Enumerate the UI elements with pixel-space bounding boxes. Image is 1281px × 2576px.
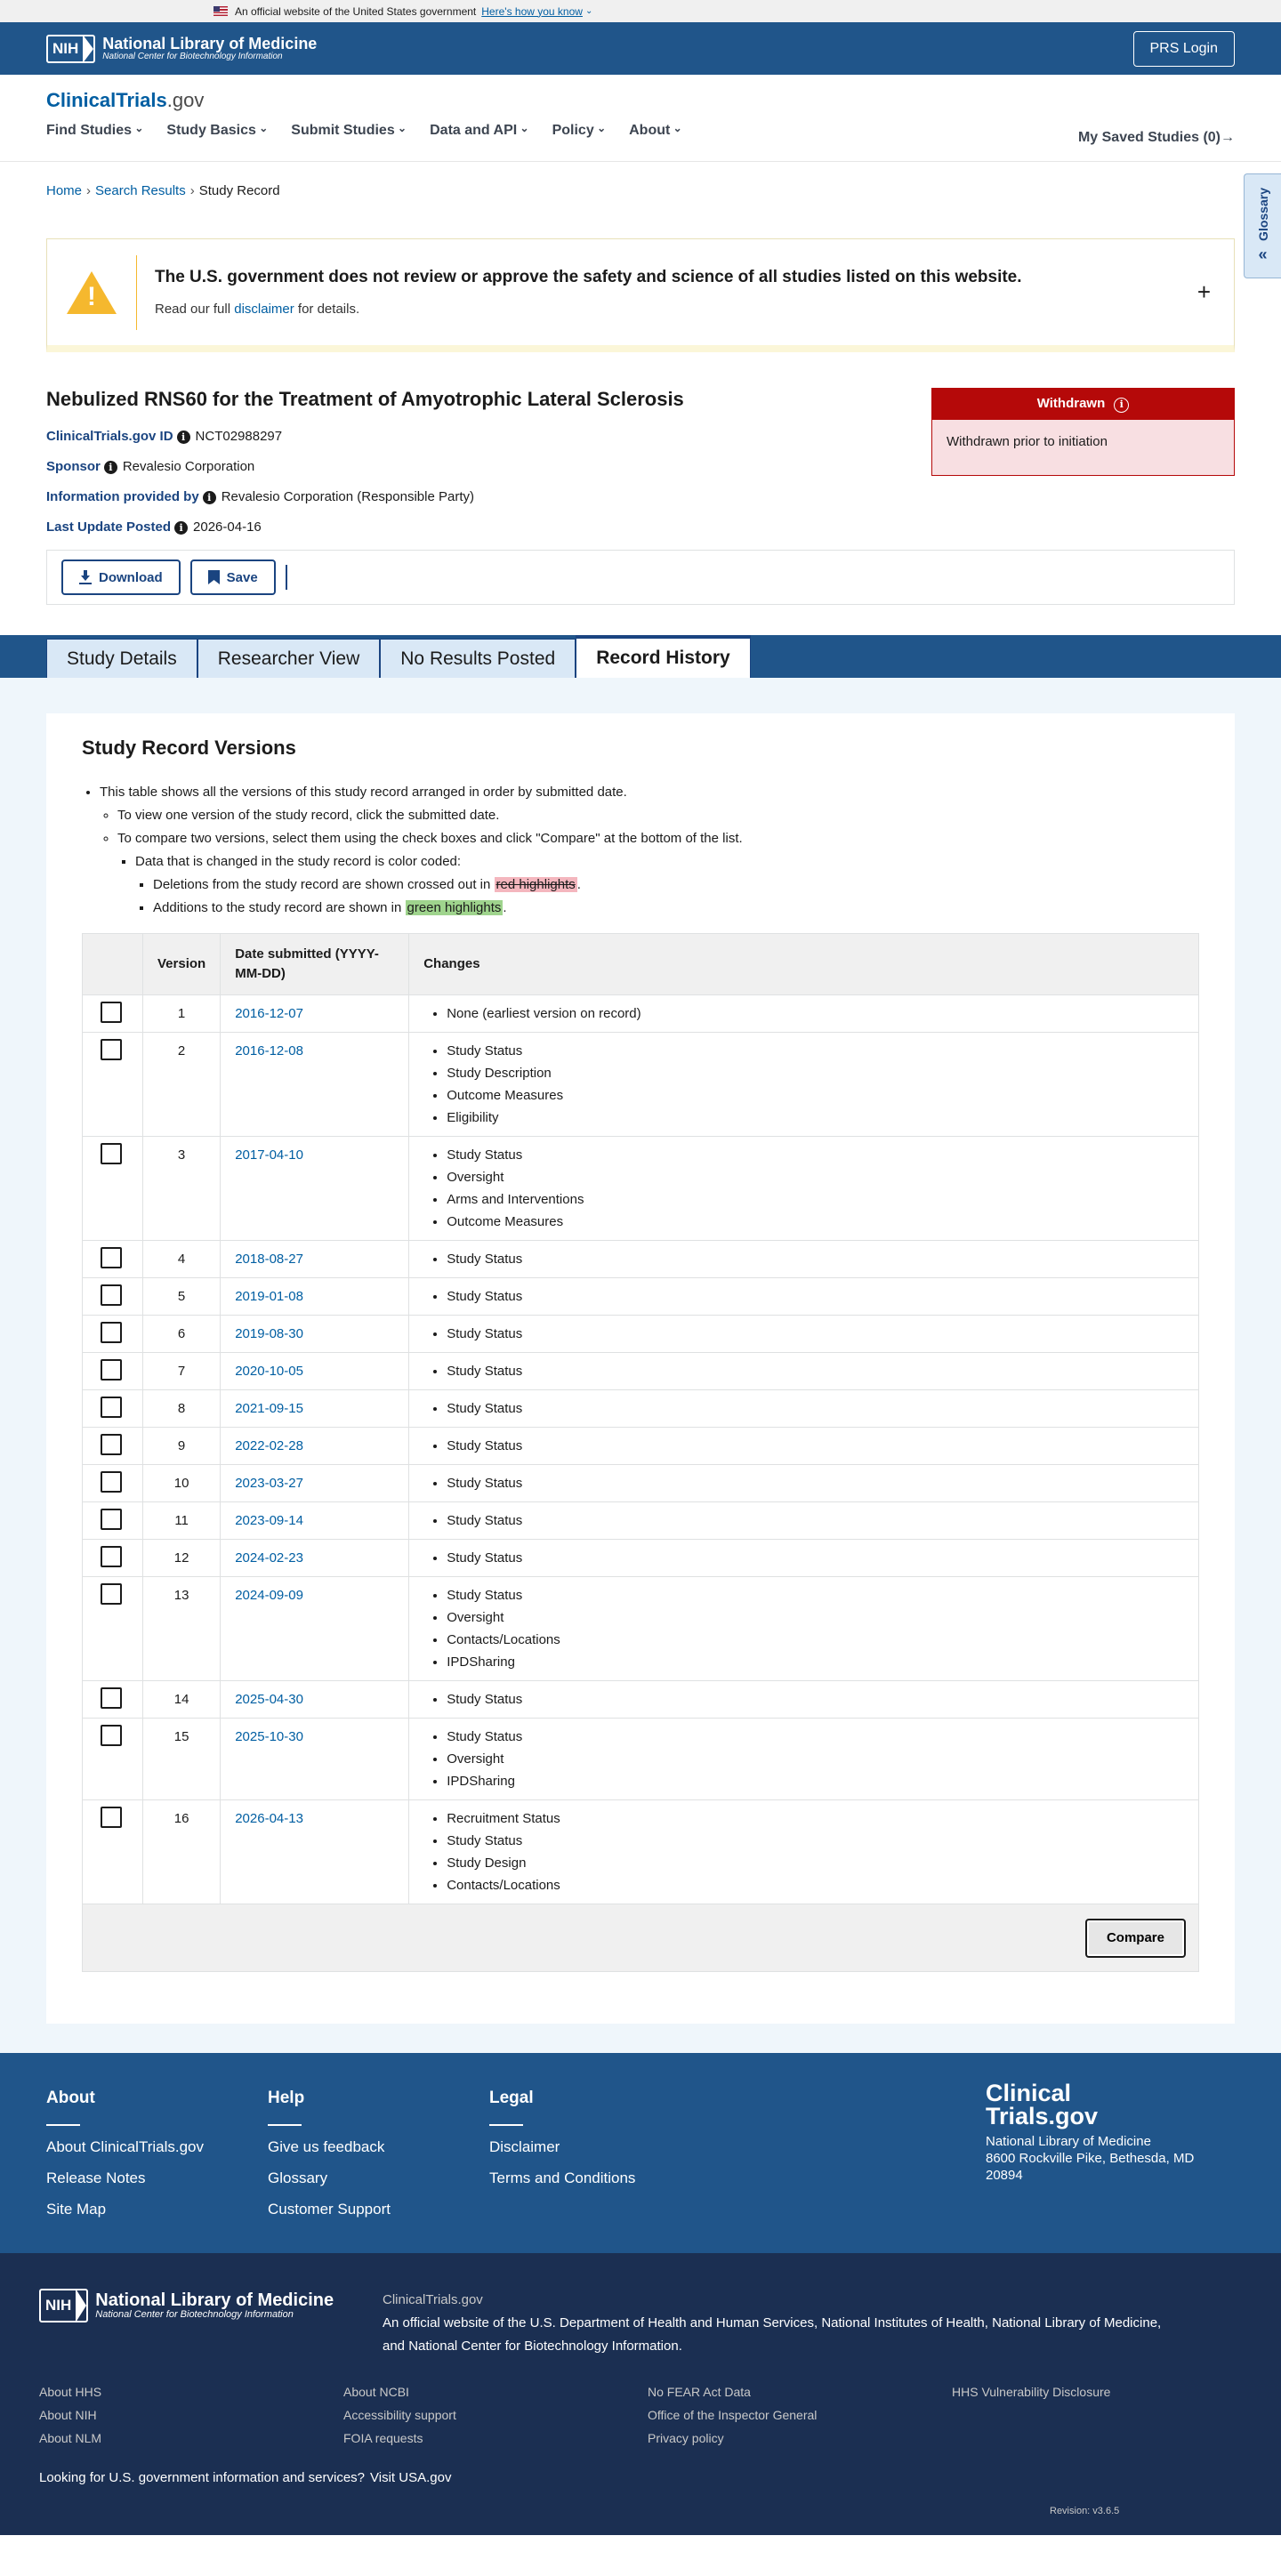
status-detail: Withdrawn prior to initiation (932, 420, 1234, 475)
footer-nlm-title: National Library of Medicine (95, 2290, 334, 2310)
version-date-link[interactable]: 2023-09-14 (235, 1513, 303, 1528)
save-button[interactable] (190, 559, 276, 595)
empty-cell (952, 2408, 1256, 2422)
changes-cell (409, 1316, 1199, 1353)
footer-terms-link[interactable]: Terms and Conditions (489, 2169, 636, 2186)
compare-row (83, 1904, 1199, 1972)
alert-pre: Read our full (155, 302, 231, 317)
changes-cell (409, 1241, 1199, 1278)
changes-cell (409, 1278, 1199, 1316)
select-cell (83, 1353, 143, 1390)
table-row (83, 1353, 1199, 1390)
changes-cell (409, 1800, 1199, 1904)
breadcrumb-current: Study Record (198, 183, 280, 198)
bookmark-icon (208, 570, 220, 584)
footer-support-link[interactable]: Customer Support (268, 2201, 391, 2218)
table-row (83, 1241, 1199, 1278)
version-number: 10 (143, 1465, 221, 1502)
select-cell (83, 1577, 143, 1681)
version-checkbox[interactable] (101, 1471, 122, 1493)
gov-banner-text: An official website of the United States government (235, 4, 477, 18)
nav-find-studies[interactable]: Find Studies ⌄ (46, 123, 143, 139)
last-update-label: Last Update Posted (46, 519, 172, 535)
date-cell (221, 1681, 409, 1719)
change-item: • Study Status (447, 1360, 1184, 1382)
disclaimer-alert (46, 238, 1235, 352)
table-row (83, 1681, 1199, 1719)
save-label: Save (226, 569, 258, 585)
footer-site-name: ClinicalTrials.gov (383, 2292, 483, 2307)
version-checkbox[interactable] (101, 1687, 122, 1709)
study-title: Nebulized RNS60 for the Treatment of Amyotrophic Lateral Sclerosis (46, 388, 684, 410)
tab-no-results-posted[interactable]: No Results Posted (380, 639, 576, 678)
table-row (83, 1719, 1199, 1800)
download-icon (79, 570, 92, 584)
select-cell (83, 1681, 143, 1719)
us-flag-icon (214, 6, 228, 16)
sponsor-value: Revalesio Corporation (122, 459, 255, 474)
nih-badge-text: NIH (52, 39, 79, 57)
chevron-down-icon[interactable]: ⌄ (584, 6, 593, 16)
tab-researcher-view[interactable]: Researcher View (197, 639, 381, 678)
table-row (83, 1800, 1199, 1904)
ct-logo-main: ClinicalTrials (46, 89, 167, 111)
accessibility-link[interactable]: Accessibility support (343, 2408, 456, 2422)
select-cell (83, 1316, 143, 1353)
change-item: • Oversight (447, 1166, 1184, 1188)
version-checkbox[interactable] (101, 1434, 122, 1455)
table-row (83, 1428, 1199, 1465)
change-item: • Study Design (447, 1852, 1184, 1874)
table-row (83, 1540, 1199, 1577)
version-date-link[interactable]: 2016-12-07 (235, 1006, 303, 1021)
date-cell (221, 1390, 409, 1428)
change-item: • Outcome Measures (447, 1211, 1184, 1233)
footer-ncbi-subtitle: National Center for Biotechnology Information (95, 2308, 294, 2320)
ct-logo[interactable] (46, 89, 1235, 112)
about-ncbi-link[interactable]: About NCBI (343, 2385, 409, 2399)
footer-about-heading: About (46, 2089, 95, 2107)
change-item: • Study Status (447, 1472, 1184, 1494)
breadcrumb-home[interactable]: Home (46, 183, 83, 198)
footer-address-line1: National Library of Medicine (986, 2134, 1151, 2149)
version-number: 3 (143, 1137, 221, 1241)
nih-arrow-icon (83, 35, 93, 63)
date-cell (221, 995, 409, 1033)
alert-title: The U.S. government does not review or approve the safety and science of all studies listed on this website. (155, 268, 1022, 286)
sponsor-label: Sponsor (46, 459, 101, 474)
nct-id-value: NCT02988297 (195, 429, 283, 444)
version-date-link[interactable]: 2017-04-10 (235, 1147, 303, 1163)
version-number: 12 (143, 1540, 221, 1577)
nct-id-label: ClinicalTrials.gov ID (46, 429, 173, 444)
hhs-link[interactable]: U.S. Department of Health and Human Services (529, 2315, 814, 2330)
version-date-link[interactable]: 2016-12-08 (235, 1043, 303, 1059)
changes-cell (409, 1033, 1199, 1137)
nav-study-basics[interactable]: Study Basics ⌄ (166, 123, 268, 139)
table-row (83, 1465, 1199, 1502)
date-cell (221, 1353, 409, 1390)
download-button[interactable] (61, 559, 181, 595)
usa-gov-pre: Looking for U.S. government information and services? (39, 2470, 366, 2485)
footer-disclaimer-link[interactable]: Disclaimer (489, 2138, 560, 2155)
site-footer (0, 2053, 1281, 2253)
date-cell (221, 1719, 409, 1800)
info-icon[interactable]: i (1114, 398, 1129, 413)
table-row (83, 1278, 1199, 1316)
version-number: 15 (143, 1719, 221, 1800)
footer-and: and (383, 2339, 406, 2354)
footer-site-map-link[interactable]: Site Map (46, 2201, 107, 2218)
version-number: 14 (143, 1681, 221, 1719)
date-cell (221, 1577, 409, 1681)
agency-footer (0, 2253, 1281, 2535)
version-number: 6 (143, 1316, 221, 1353)
date-column-header: Date submitted (YYYY-MM-DD) (221, 934, 409, 995)
changes-cell (409, 1502, 1199, 1540)
versions-card (46, 713, 1235, 2024)
info-provided-value: Revalesio Corporation (Responsible Party) (221, 489, 474, 504)
footer-brand-line1: Clinical (986, 2080, 1072, 2106)
changes-cell (409, 1540, 1199, 1577)
date-cell (221, 1428, 409, 1465)
version-number: 4 (143, 1241, 221, 1278)
change-item: • Study Status (447, 1509, 1184, 1532)
change-item: • Study Status (447, 1435, 1184, 1457)
date-cell (221, 1540, 409, 1577)
select-column-header (83, 934, 143, 995)
change-item: • Study Status (447, 1248, 1184, 1270)
info-icon[interactable]: i (177, 431, 190, 444)
instruction-item: ▪ Data that is changed in the study record is color coded: (135, 850, 1199, 873)
alert-subtext (155, 302, 1022, 317)
compare-button[interactable]: Compare (1085, 1919, 1186, 1958)
ct-logo-suffix: .gov (166, 89, 205, 111)
change-item: • Study Status (447, 1584, 1184, 1606)
prs-login-button[interactable]: PRS Login (1133, 31, 1236, 67)
alert-post: for details. (297, 302, 360, 317)
select-cell (83, 1719, 143, 1800)
hhs-vulnerability-link[interactable]: HHS Vulnerability Disclosure (952, 2385, 1111, 2399)
version-date-link[interactable]: 2024-02-23 (235, 1550, 303, 1566)
changes-cell (409, 1428, 1199, 1465)
change-item: • Oversight (447, 1748, 1184, 1770)
versions-heading: Study Record Versions (82, 737, 296, 759)
version-checkbox[interactable] (101, 1359, 122, 1381)
version-checkbox[interactable] (101, 1509, 122, 1530)
select-cell (83, 1137, 143, 1241)
change-item: • Study Status (447, 1323, 1184, 1345)
version-checkbox[interactable] (101, 1807, 122, 1828)
version-date-link[interactable]: 2023-03-27 (235, 1476, 303, 1491)
green-highlight-sample: green highlights (407, 900, 502, 915)
nih-arrow-icon (76, 2289, 86, 2322)
nav-data-and-api[interactable]: Data and API ⌄ (430, 123, 528, 139)
nav-about[interactable]: About ⌄ (629, 123, 682, 139)
nih-badge (39, 2289, 88, 2322)
change-item: • Arms and Interventions (447, 1188, 1184, 1211)
study-tabs (0, 635, 1281, 678)
date-cell (221, 1278, 409, 1316)
glossary-toggle[interactable] (1244, 173, 1281, 278)
change-item: • Recruitment Status (447, 1807, 1184, 1830)
version-number: 5 (143, 1278, 221, 1316)
versions-table (82, 933, 1199, 1972)
select-cell (83, 1502, 143, 1540)
date-cell (221, 1465, 409, 1502)
disclaimer-link[interactable]: disclaimer (234, 302, 294, 317)
footer-glossary-link[interactable]: Glossary (268, 2169, 328, 2186)
table-row (83, 1137, 1199, 1241)
version-checkbox[interactable] (101, 1583, 122, 1605)
date-cell (221, 1800, 409, 1904)
footer-desc-pre: An official website of the (383, 2315, 527, 2330)
select-cell (83, 1800, 143, 1904)
about-nih-link[interactable]: About NIH (39, 2408, 97, 2422)
red-highlight-sample: red highlights (495, 877, 576, 892)
change-item: • Contacts/Locations (447, 1629, 1184, 1651)
info-icon[interactable]: i (174, 521, 188, 535)
no-fear-act-link[interactable]: No FEAR Act Data (648, 2385, 751, 2399)
change-item: • Study Status (447, 1285, 1184, 1308)
expand-plus-icon[interactable]: + (1196, 278, 1211, 305)
version-number: 16 (143, 1800, 221, 1904)
version-number: 9 (143, 1428, 221, 1465)
change-item: • None (earliest version on record) (447, 1002, 1184, 1025)
change-item: • Contacts/Locations (447, 1874, 1184, 1896)
info-icon[interactable]: i (203, 491, 216, 504)
select-cell (83, 1390, 143, 1428)
table-row (83, 995, 1199, 1033)
table-row (83, 1577, 1199, 1681)
empty-cell (952, 2431, 1256, 2445)
version-number: 1 (143, 995, 221, 1033)
date-cell (221, 1033, 409, 1137)
footer-about-link[interactable]: About ClinicalTrials.gov (46, 2138, 204, 2155)
change-item: • Study Status (447, 1830, 1184, 1852)
about-hhs-link[interactable]: About HHS (39, 2385, 102, 2399)
main-nav (46, 123, 1235, 139)
date-cell (221, 1137, 409, 1241)
instruction-item: ▪ Deletions from the study record are shown crossed out in red highlights . (153, 873, 1199, 897)
usa-gov-line (39, 2470, 1242, 2485)
change-item: • IPDSharing (447, 1770, 1184, 1792)
recruitment-status-box (931, 388, 1235, 476)
footer-brand (986, 2081, 1217, 2184)
toolbar-divider (286, 565, 287, 590)
version-date-link[interactable]: 2021-09-15 (235, 1401, 303, 1416)
footer-agency-text: ClinicalTrials.gov An official website of the U.S. Department of Health and Human Services, National Institutes of Health, National Library of Medicine, and National Center for Biotechnology Information. (383, 2289, 1219, 2358)
breadcrumb (0, 162, 1281, 208)
change-item: • Eligibility (447, 1107, 1184, 1129)
version-date-link[interactable]: 2019-01-08 (235, 1289, 303, 1304)
nih-badge-text: NIH (45, 2297, 72, 2314)
site-header (0, 75, 1281, 162)
nlm-link[interactable]: National Library of Medicine (992, 2315, 1158, 2330)
versions-table-body (83, 995, 1199, 1904)
select-cell (83, 1465, 143, 1502)
change-item: • Study Status (447, 1397, 1184, 1420)
select-cell (83, 1033, 143, 1137)
instruction-item: ◦ To view one version of the study record, click the submitted date. (117, 804, 1199, 827)
footer-legal-heading: Legal (489, 2089, 534, 2107)
warning-icon: ! (67, 271, 117, 314)
ncbi-link[interactable]: National Center for Biotechnology Information (408, 2339, 679, 2354)
version-checkbox[interactable] (101, 1397, 122, 1418)
changes-cell (409, 995, 1199, 1033)
changes-cell (409, 1577, 1199, 1681)
breadcrumb-separator-icon: › (86, 183, 92, 198)
version-date-link[interactable]: 2026-04-13 (235, 1811, 303, 1826)
changes-cell (409, 1465, 1199, 1502)
nlm-logo[interactable] (46, 35, 317, 63)
revision-label: Revision: v3.6.5 (1050, 2506, 1120, 2516)
privacy-policy-link[interactable]: Privacy policy (648, 2431, 724, 2445)
tab-study-details[interactable]: Study Details (46, 639, 197, 678)
changes-cell (409, 1719, 1199, 1800)
version-date-link[interactable]: 2025-10-30 (235, 1729, 303, 1744)
changes-column-header: Changes (409, 934, 1199, 995)
version-checkbox[interactable] (101, 1247, 122, 1268)
nav-submit-studies[interactable]: Submit Studies ⌄ (291, 123, 407, 139)
table-row (83, 1502, 1199, 1540)
instruction-item: ◦ To compare two versions, select them using the check boxes and click "Compare" at the bottom of the list. (117, 827, 1199, 850)
gov-banner (0, 0, 1281, 22)
version-number: 2 (143, 1033, 221, 1137)
nlm-title: National Library of Medicine (102, 34, 318, 52)
heres-how-you-know-link[interactable]: Here's how you know (481, 4, 583, 18)
footer-address-line2: 8600 Rockville Pike, Bethesda, MD 20894 (986, 2151, 1195, 2183)
version-date-link[interactable]: 2022-02-28 (235, 1438, 303, 1453)
table-row (83, 1033, 1199, 1137)
changes-cell (409, 1137, 1199, 1241)
tab-record-history[interactable]: Record History (576, 635, 751, 678)
changes-cell (409, 1390, 1199, 1428)
footer-help-heading: Help (268, 2089, 305, 2107)
glossary-label: Glossary (1255, 187, 1270, 241)
version-number: 13 (143, 1577, 221, 1681)
footer-release-notes-link[interactable]: Release Notes (46, 2169, 146, 2186)
about-nlm-link[interactable]: About NLM (39, 2431, 102, 2445)
change-item: • Oversight (447, 1606, 1184, 1629)
select-cell (83, 1278, 143, 1316)
table-row (83, 1316, 1199, 1353)
footer-rule (46, 2124, 80, 2126)
change-item: • IPDSharing (447, 1651, 1184, 1673)
nih-header (0, 22, 1281, 75)
change-item: • Study Status (447, 1688, 1184, 1711)
nav-policy[interactable]: Policy ⌄ (552, 123, 607, 139)
version-date-link[interactable]: 2018-08-27 (235, 1252, 303, 1267)
breadcrumb-separator-icon: › (189, 183, 195, 198)
last-update-value: 2026-04-16 (193, 519, 262, 535)
usa-gov-link[interactable]: Visit USA.gov (370, 2470, 452, 2485)
info-icon[interactable]: i (104, 461, 117, 474)
version-checkbox[interactable] (101, 1002, 122, 1023)
version-number: 11 (143, 1502, 221, 1540)
footer-rule (268, 2124, 302, 2126)
changes-cell (409, 1681, 1199, 1719)
change-item: • Outcome Measures (447, 1084, 1184, 1107)
version-date-link[interactable]: 2024-09-09 (235, 1588, 303, 1603)
change-item: • Study Status (447, 1726, 1184, 1748)
nih-link[interactable]: National Institutes of Health (821, 2315, 985, 2330)
chevron-double-left-icon: « (1258, 246, 1268, 264)
my-saved-studies-link[interactable]: My Saved Studies (0)→ (1077, 130, 1235, 145)
footer-help-col (268, 2089, 489, 2253)
version-checkbox[interactable] (101, 1546, 122, 1567)
nih-badge (46, 35, 95, 63)
download-label: Download (99, 569, 163, 585)
instruction-item: ▪ Additions to the study record are shown in green highlights . (153, 897, 1199, 920)
date-cell (221, 1502, 409, 1540)
version-checkbox[interactable] (101, 1322, 122, 1343)
version-checkbox[interactable] (101, 1725, 122, 1746)
study-header (0, 352, 1281, 550)
info-provided-label: Information provided by (46, 489, 199, 504)
version-checkbox[interactable] (101, 1143, 122, 1164)
select-cell (83, 995, 143, 1033)
select-cell (83, 1241, 143, 1278)
footer-agency-links (39, 2385, 1242, 2445)
select-cell (83, 1428, 143, 1465)
footer-rule (489, 2124, 523, 2126)
version-date-link[interactable]: 2025-04-30 (235, 1692, 303, 1707)
footer-brand-line2: Trials.gov (986, 2103, 1099, 2129)
inspector-general-link[interactable]: Office of the Inspector General (648, 2408, 818, 2422)
versions-instructions (82, 781, 1199, 920)
status-label: Withdrawn (1036, 396, 1106, 411)
version-checkbox[interactable] (101, 1284, 122, 1306)
version-number: 8 (143, 1390, 221, 1428)
select-cell (83, 1540, 143, 1577)
foia-link[interactable]: FOIA requests (343, 2431, 423, 2445)
change-item: • Study Status (447, 1144, 1184, 1166)
version-number: 7 (143, 1353, 221, 1390)
compare-cell (83, 1904, 1199, 1972)
additions-text: Additions to the study record are shown in (153, 900, 402, 915)
change-item: • Study Status (447, 1040, 1184, 1062)
version-date-link[interactable]: 2019-08-30 (235, 1326, 303, 1341)
breadcrumb-search-results[interactable]: Search Results (95, 183, 186, 198)
version-checkbox[interactable] (101, 1039, 122, 1060)
date-cell (221, 1241, 409, 1278)
table-row (83, 1390, 1199, 1428)
study-toolbar (46, 550, 1235, 605)
date-cell (221, 1316, 409, 1353)
footer-about-col (46, 2089, 268, 2253)
footer-nlm-logo[interactable] (39, 2289, 383, 2358)
change-item: • Study Status (447, 1547, 1184, 1569)
deletions-text: Deletions from the study record are shown crossed out in (153, 877, 491, 892)
ncbi-subtitle: National Center for Biotechnology Information (102, 51, 283, 61)
instruction-item: • This table shows all the versions of this study record arranged in order by submitted date. (100, 781, 1199, 804)
footer-feedback-link[interactable]: Give us feedback (268, 2138, 385, 2155)
footer-legal-col (489, 2089, 711, 2253)
change-item: • Study Description (447, 1062, 1184, 1084)
version-date-link[interactable]: 2020-10-05 (235, 1364, 303, 1379)
version-column-header: Version (143, 934, 221, 995)
changes-cell (409, 1353, 1199, 1390)
main-content (0, 678, 1281, 2053)
